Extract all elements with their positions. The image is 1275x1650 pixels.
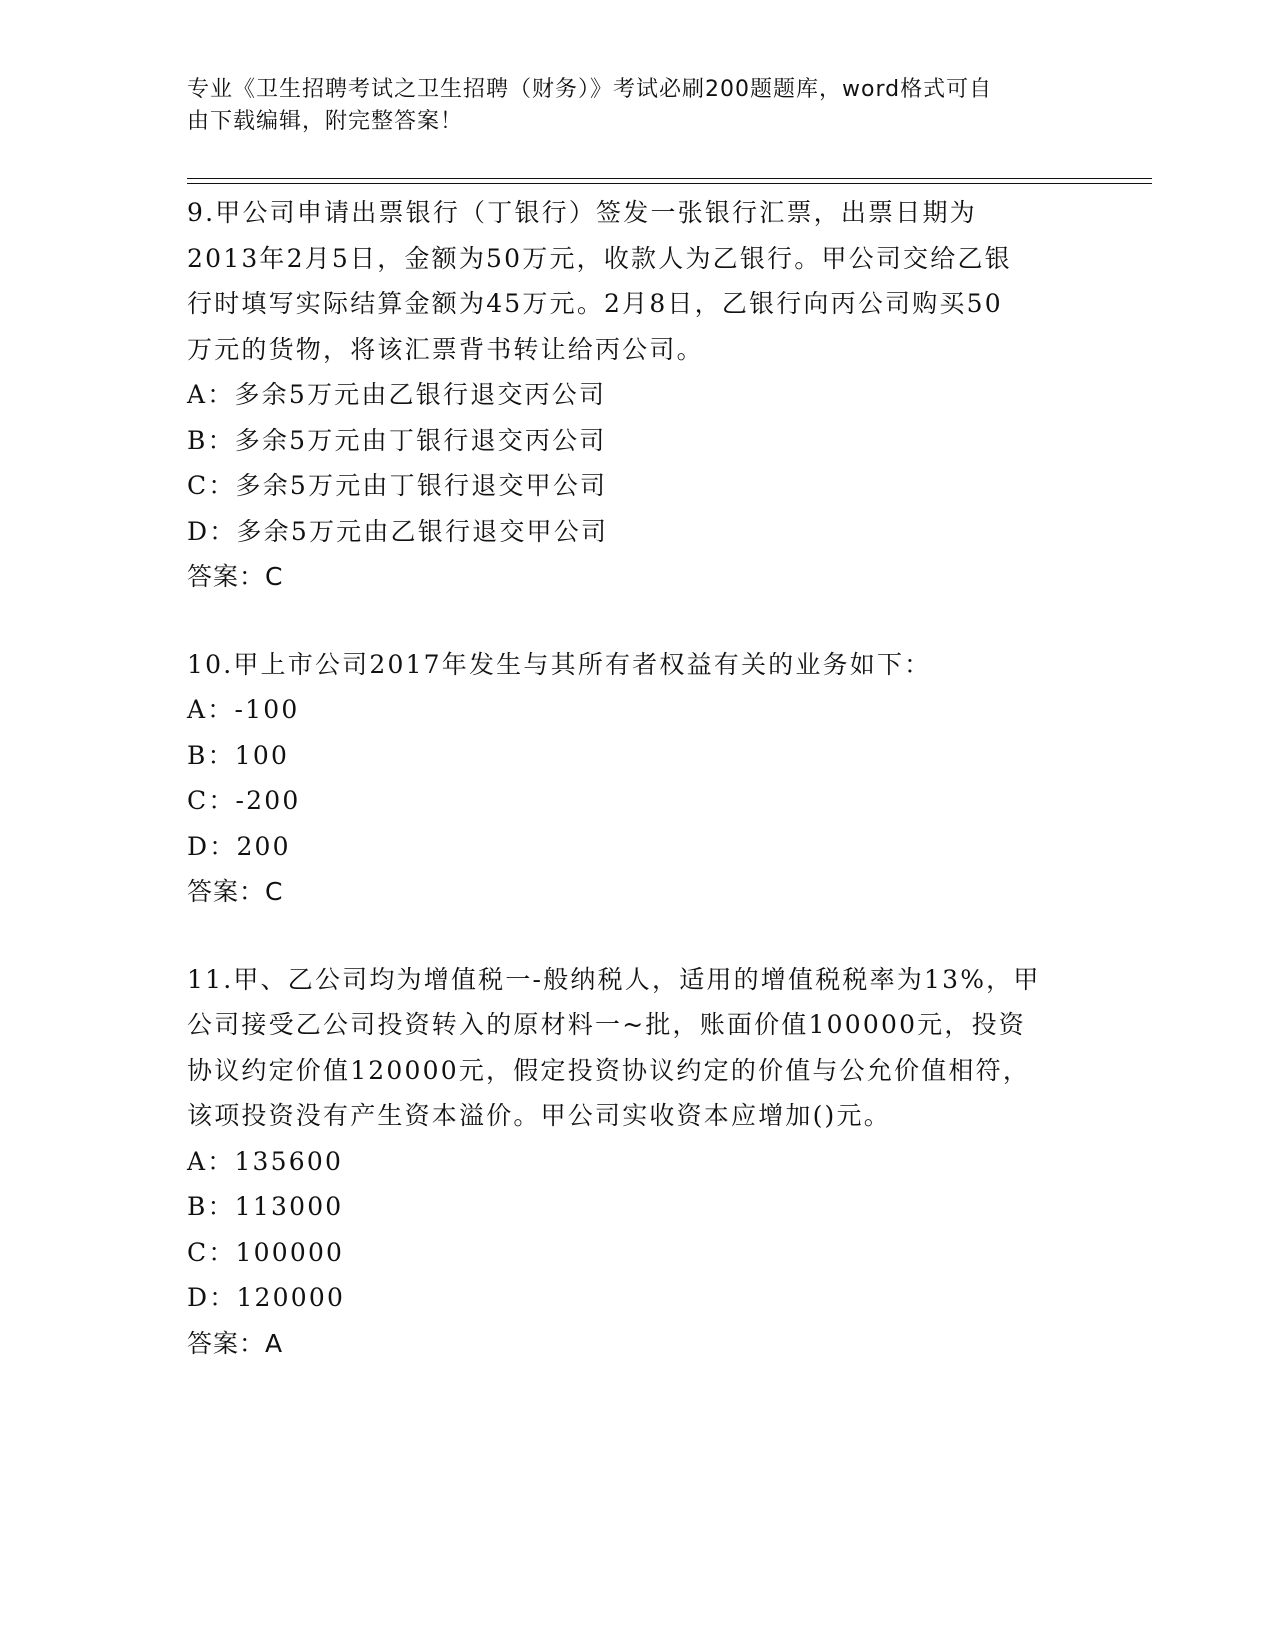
option-d: D：120000	[187, 1283, 346, 1312]
option-a: A：135600	[187, 1146, 344, 1176]
header-line: 由下载编辑，附完整答案！	[187, 109, 464, 134]
question-11	[187, 957, 1087, 1367]
question-spacer	[187, 915, 1087, 957]
question-stem-line: 万元的货物，将该汇票背书转让给丙公司。	[187, 334, 704, 364]
option-b: B：多余5万元由丁银行退交丙公司	[187, 425, 607, 455]
question-spacer	[187, 600, 1087, 642]
option-b: B：100	[187, 740, 290, 770]
document-header	[187, 74, 1067, 138]
question-stem-line: 11.甲、乙公司均为增值税一-般纳税人，适用的增值税税率为13%，甲	[187, 964, 1041, 994]
header-line: 专业《卫生招聘考试之卫生招聘（财务）》考试必刷200题题库，word格式可自	[187, 77, 993, 102]
option-a: A：多余5万元由乙银行退交丙公司	[187, 380, 607, 409]
question-stem-line: 2013年2月5日，金额为50万元，收款人为乙银行。甲公司交给乙银	[187, 243, 1012, 273]
option-d: D：200	[187, 831, 291, 861]
question-stem-line: 公司接受乙公司投资转入的原材料一~批，账面价值100000元，投资	[187, 1010, 1026, 1039]
answer-line: 答案：A	[187, 1328, 284, 1358]
option-a: A：-100	[187, 695, 300, 724]
question-stem-line: 行时填写实际结算金额为45万元。2月8日，乙银行向丙公司购买50	[187, 289, 1003, 318]
question-stem-line: 协议约定价值120000元，假定投资协议约定的价值与公允价值相符，	[187, 1055, 1031, 1085]
option-b: B：113000	[187, 1192, 344, 1221]
question-9	[187, 190, 1087, 600]
answer-line: 答案：C	[187, 877, 284, 906]
question-stem-line: 该项投资没有产生资本溢价。甲公司实收资本应增加()元。	[187, 1101, 891, 1130]
question-stem-line: 9.甲公司申请出票银行（丁银行）签发一张银行汇票，出票日期为	[187, 198, 977, 227]
option-c: C：多余5万元由丁银行退交甲公司	[187, 471, 608, 500]
question-list	[187, 190, 1087, 1366]
option-d: D：多余5万元由乙银行退交甲公司	[187, 516, 609, 546]
answer-line: 答案：C	[187, 562, 284, 591]
question-stem-line: 10.甲上市公司2017年发生与其所有者权益有关的业务如下：	[187, 649, 932, 679]
question-10	[187, 642, 1087, 915]
option-c: C：-200	[187, 786, 301, 815]
header-divider-top	[187, 178, 1152, 179]
option-c: C：100000	[187, 1237, 345, 1267]
header-divider-bottom	[187, 183, 1152, 184]
